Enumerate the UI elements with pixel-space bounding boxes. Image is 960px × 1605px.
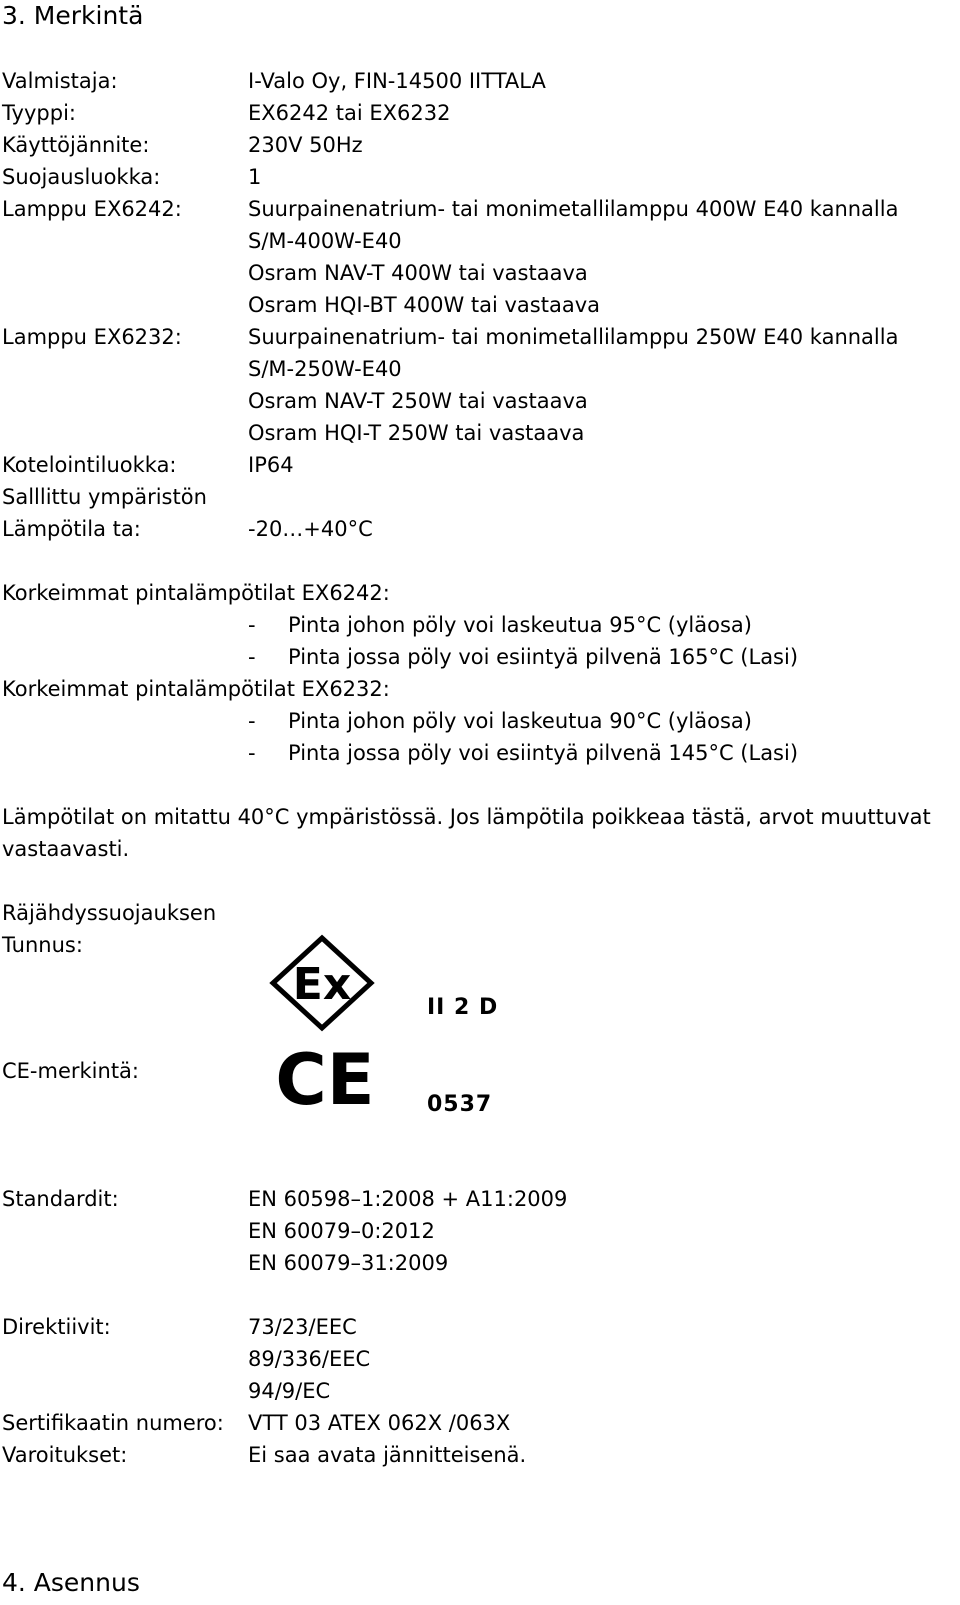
type-label: Tyyppi: <box>2 101 76 125</box>
standard-item: EN 60598–1:2008 + A11:2009 <box>248 1187 568 1211</box>
directives-label: Direktiivit: <box>2 1315 111 1339</box>
protection-class-label: Suojausluokka: <box>2 165 161 189</box>
manufacturer-value: I-Valo Oy, FIN-14500 IITTALA <box>248 69 546 93</box>
standard-item: EN 60079–0:2012 <box>248 1219 435 1243</box>
list-bullet: - <box>248 741 256 765</box>
list-bullet: - <box>248 613 256 637</box>
ce-mark-icon <box>275 1039 375 1121</box>
ce-label: CE-merkintä: <box>2 1059 140 1083</box>
lamp-ex6242-line: S/M-400W-E40 <box>248 229 402 253</box>
list-item: Pinta jossa pöly voi esiintyä pilvenä 165°C (Lasi) <box>288 645 799 669</box>
list-item: Pinta johon pöly voi laskeutua 90°C (yläosa) <box>288 709 752 733</box>
manufacturer-label: Valmistaja: <box>2 69 118 93</box>
type-value: EX6242 tai EX6232 <box>248 101 451 125</box>
directive-item: 89/336/EEC <box>248 1347 371 1371</box>
measurement-note: vastaavasti. <box>2 837 130 861</box>
certificate-label: Sertifikaatin numero: <box>2 1411 224 1435</box>
voltage-label: Käyttöjännite: <box>2 133 150 157</box>
lamp-ex6232-line: Osram HQI-T 250W tai vastaava <box>248 421 585 445</box>
lamp-ex6242-line: Suurpainenatrium- tai monimetallilamppu 400W E40 kannalla <box>248 197 899 221</box>
enclosure-label: Kotelointiluokka: <box>2 453 177 477</box>
protection-class-value: 1 <box>248 165 262 189</box>
lamp-ex6242-line: Osram HQI-BT 400W tai vastaava <box>248 293 600 317</box>
lamp-ex6232-line: Osram NAV-T 250W tai vastaava <box>248 389 588 413</box>
warnings-value: Ei saa avata jännitteisenä. <box>248 1443 527 1467</box>
directive-item: 94/9/EC <box>248 1379 331 1403</box>
warnings-label: Varoitukset: <box>2 1443 128 1467</box>
list-item: Pinta jossa pöly voi esiintyä pilvenä 145°C (Lasi) <box>288 741 799 765</box>
explosion-protection-label: Tunnus: <box>2 933 83 957</box>
directive-item: 73/23/EEC <box>248 1315 357 1339</box>
lamp-ex6242-line: Osram NAV-T 400W tai vastaava <box>248 261 588 285</box>
ex-category: II 2 D <box>427 995 499 1020</box>
list-item: Pinta johon pöly voi laskeutua 95°C (yläosa) <box>288 613 752 637</box>
lamp-ex6242-label: Lamppu EX6242: <box>2 197 182 221</box>
list-bullet: - <box>248 709 256 733</box>
voltage-value: 230V 50Hz <box>248 133 363 157</box>
standards-label: Standardit: <box>2 1187 119 1211</box>
surface-temp-heading-ex6232: Korkeimmat pintalämpötilat EX6232: <box>2 677 390 701</box>
certificate-value: VTT 03 ATEX 062X /063X <box>248 1411 511 1435</box>
enclosure-value: IP64 <box>248 453 294 477</box>
ambient-label: Salllittu ympäristön <box>2 485 207 509</box>
lamp-ex6232-line: S/M-250W-E40 <box>248 357 402 381</box>
ex-logo-text: Ex <box>292 959 352 1010</box>
surface-temp-heading-ex6242: Korkeimmat pintalämpötilat EX6242: <box>2 581 390 605</box>
lamp-ex6232-line: Suurpainenatrium- tai monimetallilamppu 250W E40 kannalla <box>248 325 899 349</box>
ce-number: 0537 <box>427 1092 493 1117</box>
section-title: 3. Merkintä <box>2 1 144 30</box>
ambient-label: Lämpötila ta: <box>2 517 141 541</box>
explosion-protection-label: Räjähdyssuojauksen <box>2 901 217 925</box>
measurement-note: Lämpötilat on mitattu 40°C ympäristössä. Jos lämpötila poikkeaa tästä, arvot muuttuvat <box>2 805 931 829</box>
list-bullet: - <box>248 645 256 669</box>
ex-mark-icon <box>270 935 374 1031</box>
standard-item: EN 60079–31:2009 <box>248 1251 449 1275</box>
next-section-title: 4. Asennus <box>2 1568 140 1597</box>
lamp-ex6232-label: Lamppu EX6232: <box>2 325 182 349</box>
ambient-value: -20…+40°C <box>248 517 373 541</box>
ce-logo-text: CE <box>275 1039 375 1121</box>
